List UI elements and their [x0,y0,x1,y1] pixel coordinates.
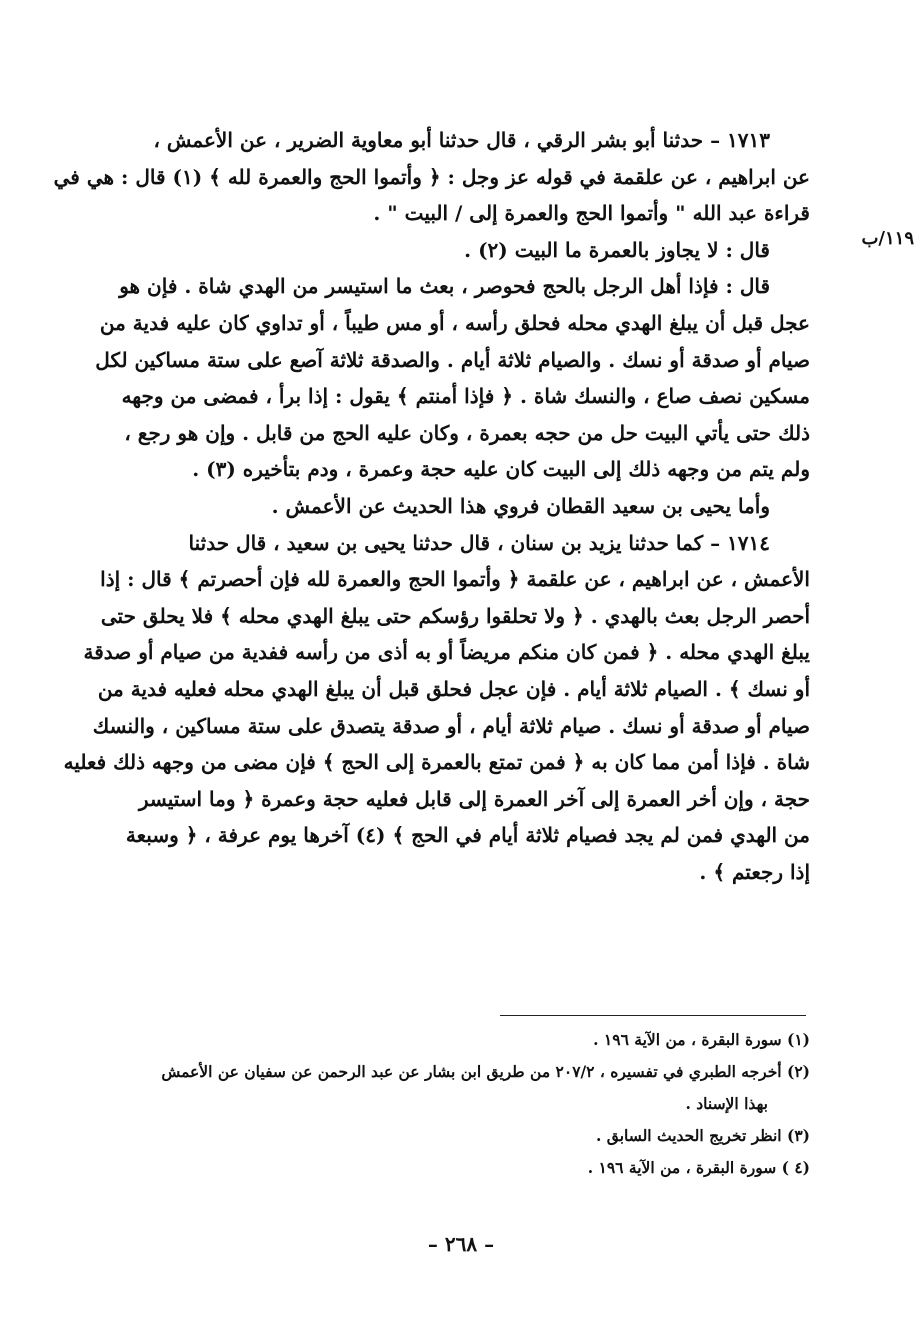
text-line: عن ابراهيم ، عن علقمة في قوله عز وجل : ﴿ وأتموا الحج والعمرة لله ﴾ (١) قال : هي في [53,164,810,189]
main-text-block [53,122,810,890]
footnote-line: (٤ ) سورة البقرة ، من الآية ١٩٦ . [587,1158,810,1177]
text-line: صيام أو صدقة أو نسك . والصيام ثلاثة أيام . والصدقة ثلاثة آصع على ستة مساكين لكل [95,347,810,372]
footnote-line: (٢) أخرجه الطبري في تفسيره ، ٢٠٧/٢ من طريق ابن بشار عن عبد الرحمن عن سفيان عن الأعمش [161,1062,810,1081]
text-line: أو نسك ﴾ . الصيام ثلاثة أيام . فإن عجل فحلق قبل أن يبلغ الهدي محله فعليه فدية من [97,676,810,701]
text-line: يبلغ الهدي محله . ﴿ فمن كان منكم مريضاً أو به أذى من رأسه ففدية من صيام أو صدقة [83,640,810,665]
footnote-line: (٣) انظر تخريج الحديث السابق . [596,1126,810,1145]
folio-margin-note: ١١٩/ب [861,228,914,249]
page-number: – ٢٦٨ – [427,1232,495,1256]
text-line: ١٧١٣ – حدثنا أبو بشر الرقي ، قال حدثنا أبو معاوية الضرير ، عن الأعمش ، [153,128,770,152]
text-line: وأما يحيى بن سعيد القطان فروي هذا الحديث عن الأعمش . [271,493,770,518]
text-line: ذلك حتى يأتي البيت حل من حجه بعمرة ، وكان عليه الحج من قابل . وإن هو رجع ، [124,420,810,445]
footnote-separator [500,1015,806,1016]
text-line: ١٧١٤ – كما حدثنا يزيد بن سنان ، قال حدثنا يحيى بن سعيد ، قال حدثنا [188,530,770,555]
text-line: إذا رجعتم ﴾ . [699,859,810,884]
text-line: شاة . فإذا أمن مما كان به ﴿ فمن تمتع بالعمرة إلى الحج ﴾ فإن مضى من وجهه ذلك فعليه [63,750,810,775]
text-line: من الهدي فمن لم يجد فصيام ثلاثة أيام في الحج ﴾ (٤) آخرها يوم عرفة ، ﴿ وسبعة [125,823,810,848]
text-line: عجل قبل أن يبلغ الهدي محله فحلق رأسه ، أو مس طيباً ، أو تداوي كان عليه فدية من [99,310,810,335]
footnotes-block [84,1024,810,1184]
text-line: قال : لا يجاوز بالعمرة ما البيت (٢) . [464,237,770,262]
text-line: حجة ، وإن أخر العمرة إلى آخر العمرة إلى قابل فعليه حجة وعمرة ﴿ وما استيسر [138,786,810,811]
text-line: ولم يتم من وجهه ذلك إلى البيت كان عليه حجة وعمرة ، ودم بتأخيره (٣) . [192,457,810,482]
text-line: قال : فإذا أهل الرجل بالحج فحوصر ، بعث ما استيسر من الهدي شاة . فإن هو [119,274,770,299]
text-line: قراءة عبد الله " وأتموا الحج والعمرة إلى / البيت " . [373,201,810,226]
text-line: مسكين نصف صاع ، والنسك شاة . ﴿ فإذا أمنتم ﴾ يقول : إذا برأ ، فمضى من وجهه [121,384,810,409]
text-line: أحصر الرجل بعث بالهدي . ﴿ ولا تحلقوا رؤسكم حتى يبلغ الهدي محله ﴾ فلا يحلق حتى [100,603,810,628]
footnote-line: بهذا الإسناد . [685,1094,768,1113]
footnote-line: (١) سورة البقرة ، من الآية ١٩٦ . [593,1030,810,1049]
text-line: صيام أو صدقة أو نسك . صيام ثلاثة أيام ، أو صدقة يتصدق على ستة مساكين ، والنسك [92,713,810,738]
text-line: الأعمش ، عن ابراهيم ، عن علقمة ﴿ وأتموا الحج والعمرة لله فإن أحصرتم ﴾ قال : إذا [100,567,810,592]
